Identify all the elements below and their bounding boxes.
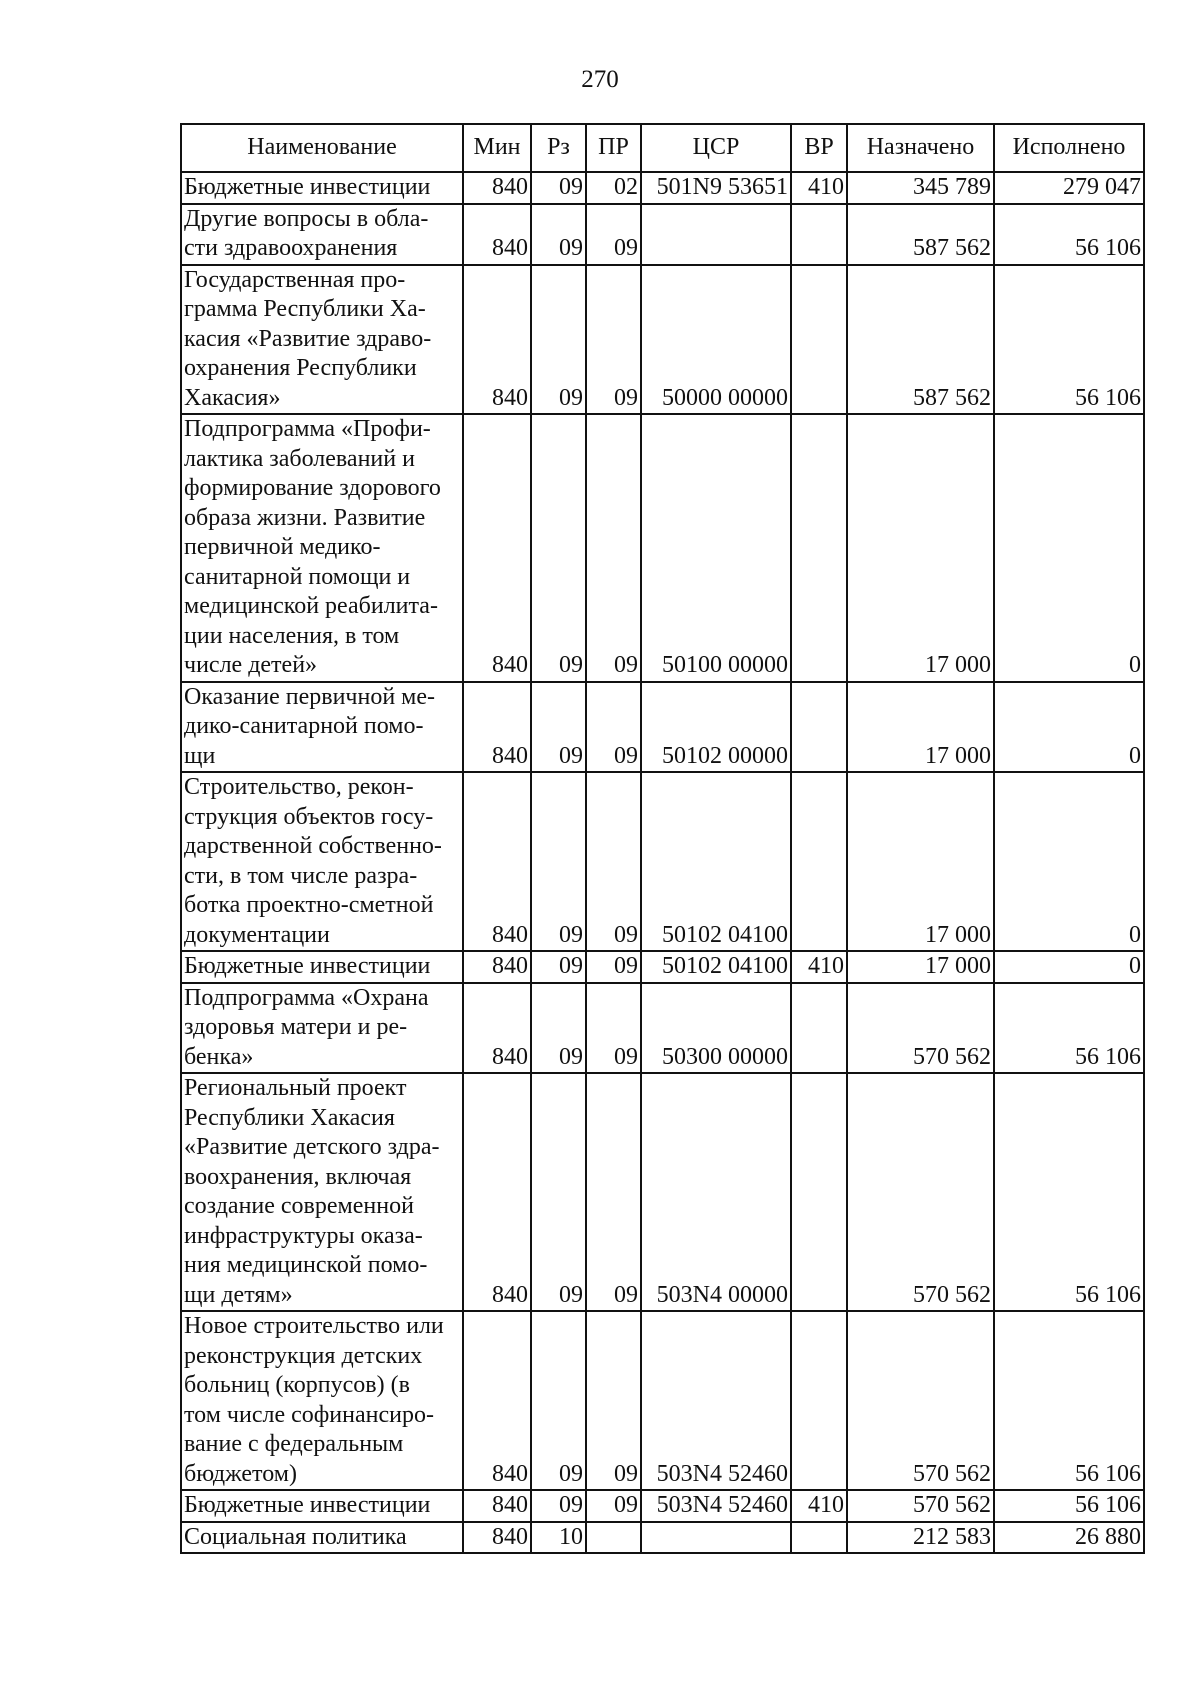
budget-table (180, 123, 1145, 1554)
cell-pr (586, 1522, 641, 1554)
cell-csr: 503N4 00000 (641, 1073, 791, 1311)
cell-name-line: образа жизни. Развитие (184, 504, 426, 531)
table-row (181, 1073, 1144, 1311)
cell-pr: 09 (586, 414, 641, 682)
cell-name-line: санитарной помощи и (184, 563, 411, 590)
cell-name-line: Новое строительство или (184, 1313, 444, 1339)
table-row (181, 772, 1144, 951)
cell-name-line: здоровья матери и ре- (184, 1014, 408, 1040)
table-row (181, 172, 1144, 204)
cell-rz: 10 (531, 1522, 586, 1554)
cell-csr: 503N4 52460 (641, 1311, 791, 1490)
cell-min: 840 (463, 1490, 531, 1522)
cell-name-line: документации (184, 921, 330, 948)
cell-min: 840 (463, 772, 531, 951)
cell-assigned: 570 562 (847, 1311, 994, 1490)
cell-executed: 56 106 (994, 983, 1144, 1074)
cell-csr: 50102 04100 (641, 772, 791, 951)
cell-name-line: ботка проектно-сметной (184, 892, 434, 918)
cell-vr: 410 (791, 951, 847, 983)
cell-pr: 09 (586, 772, 641, 951)
cell-min: 840 (463, 172, 531, 204)
cell-name-line: числе детей» (184, 652, 318, 678)
cell-assigned: 17 000 (847, 951, 994, 983)
header-executed: Исполнено (994, 124, 1144, 172)
cell-executed: 56 106 (994, 1311, 1144, 1490)
cell-csr: 501N9 53651 (641, 172, 791, 204)
cell-rz: 09 (531, 204, 586, 265)
cell-assigned: 587 562 (847, 204, 994, 265)
cell-name-line: ния медицинской помо- (184, 1252, 428, 1278)
cell-rz: 09 (531, 1073, 586, 1311)
cell-pr: 02 (586, 172, 641, 204)
cell-assigned: 570 562 (847, 1490, 994, 1522)
cell-name-line: дарственной собственно- (184, 833, 442, 859)
cell-name-line: охранения Республики (184, 355, 417, 381)
header-assigned: Назначено (847, 124, 994, 172)
cell-vr (791, 772, 847, 951)
cell-name-line: грамма Республики Ха- (184, 296, 426, 322)
cell-min: 840 (463, 682, 531, 773)
cell-assigned: 587 562 (847, 265, 994, 415)
table-row (181, 682, 1144, 773)
cell-assigned: 570 562 (847, 1073, 994, 1311)
cell-pr: 09 (586, 682, 641, 773)
table-body (181, 172, 1144, 1553)
cell-rz: 09 (531, 682, 586, 773)
cell-rz: 09 (531, 1311, 586, 1490)
cell-assigned: 345 789 (847, 172, 994, 204)
table-row (181, 951, 1144, 983)
header-name: Наименование (181, 124, 463, 172)
cell-name-line: ции населения, в том (184, 622, 400, 649)
cell-min: 840 (463, 1311, 531, 1490)
cell-min: 840 (463, 1073, 531, 1311)
cell-name-line: Республики Хакасия (184, 1104, 395, 1131)
cell-name-line: Региональный проект (184, 1075, 407, 1101)
table-header-row (181, 124, 1144, 172)
cell-name (181, 1311, 463, 1490)
cell-name-line: Государственная про- (184, 266, 406, 293)
cell-executed: 279 047 (994, 172, 1144, 204)
cell-assigned: 17 000 (847, 682, 994, 773)
cell-executed: 56 106 (994, 265, 1144, 415)
cell-vr (791, 1311, 847, 1490)
table-row (181, 1311, 1144, 1490)
cell-vr: 410 (791, 1490, 847, 1522)
header-pr: ПР (586, 124, 641, 172)
cell-vr (791, 1522, 847, 1554)
cell-name-line: сти здравоохранения (184, 235, 398, 261)
cell-name-line: Подпрограмма «Охрана (184, 984, 429, 1011)
cell-csr: 50100 00000 (641, 414, 791, 682)
cell-name-line: бенка» (184, 1043, 254, 1070)
table-row (181, 414, 1144, 682)
cell-name (181, 1522, 463, 1554)
cell-executed: 56 106 (994, 1073, 1144, 1311)
header-rz: Рз (531, 124, 586, 172)
cell-min: 840 (463, 414, 531, 682)
cell-rz: 09 (531, 265, 586, 415)
cell-name-line: вание с федеральным (184, 1431, 404, 1457)
cell-vr (791, 265, 847, 415)
cell-name-line: реконструкция детских (184, 1342, 423, 1369)
cell-pr: 09 (586, 1490, 641, 1522)
cell-name-line: медицинской реабилита- (184, 593, 438, 619)
cell-pr: 09 (586, 983, 641, 1074)
cell-min: 840 (463, 983, 531, 1074)
page-number: 270 (581, 66, 619, 93)
cell-name-line: щи (184, 742, 216, 769)
cell-executed: 56 106 (994, 1490, 1144, 1522)
table-row (181, 204, 1144, 265)
cell-executed: 26 880 (994, 1522, 1144, 1554)
cell-name (181, 772, 463, 951)
cell-assigned: 570 562 (847, 983, 994, 1074)
cell-csr (641, 204, 791, 265)
cell-name-line: касия «Развитие здраво- (184, 325, 432, 352)
table-row (181, 1522, 1144, 1554)
cell-pr: 09 (586, 204, 641, 265)
cell-name-line: Социальная политика (184, 1523, 407, 1550)
cell-assigned: 17 000 (847, 772, 994, 951)
cell-name (181, 1490, 463, 1522)
cell-rz: 09 (531, 172, 586, 204)
cell-vr (791, 414, 847, 682)
cell-min: 840 (463, 1522, 531, 1554)
cell-csr: 50102 04100 (641, 951, 791, 983)
cell-pr: 09 (586, 1073, 641, 1311)
cell-name-line: том числе софинансиро- (184, 1401, 434, 1428)
cell-name (181, 172, 463, 204)
cell-name (181, 414, 463, 682)
cell-min: 840 (463, 265, 531, 415)
cell-name-line: бюджетом) (184, 1460, 297, 1487)
cell-executed: 0 (994, 951, 1144, 983)
cell-name (181, 1073, 463, 1311)
cell-name-line: Бюджетные инвестиции (184, 1492, 431, 1518)
cell-csr (641, 1522, 791, 1554)
cell-rz: 09 (531, 772, 586, 951)
table-row (181, 983, 1144, 1074)
cell-name-line: Бюджетные инвестиции (184, 174, 431, 200)
table-row (181, 265, 1144, 415)
cell-vr: 410 (791, 172, 847, 204)
cell-name-line: «Развитие детского здра- (184, 1134, 440, 1160)
cell-name-line: первичной медико- (184, 534, 381, 560)
cell-rz: 09 (531, 1490, 586, 1522)
cell-vr (791, 983, 847, 1074)
cell-pr: 09 (586, 265, 641, 415)
cell-pr: 09 (586, 1311, 641, 1490)
header-min: Мин (463, 124, 531, 172)
cell-name (181, 265, 463, 415)
cell-executed: 0 (994, 682, 1144, 773)
cell-rz: 09 (531, 414, 586, 682)
cell-name-line: дико-санитарной помо- (184, 713, 424, 739)
cell-name (181, 682, 463, 773)
cell-csr: 50300 00000 (641, 983, 791, 1074)
cell-name-line: формирование здорового (184, 475, 441, 501)
cell-executed: 0 (994, 414, 1144, 682)
cell-vr (791, 682, 847, 773)
cell-name (181, 204, 463, 265)
cell-name-line: Хакасия» (184, 384, 281, 411)
cell-name-line: Бюджетные инвестиции (184, 953, 431, 979)
cell-name-line: Другие вопросы в обла- (184, 205, 429, 232)
cell-executed: 0 (994, 772, 1144, 951)
cell-name-line: больниц (корпусов) (в (184, 1372, 410, 1398)
cell-name-line: сти, в том числе разра- (184, 862, 418, 889)
cell-csr: 50102 00000 (641, 682, 791, 773)
header-vr: ВР (791, 124, 847, 172)
cell-csr: 503N4 52460 (641, 1490, 791, 1522)
cell-rz: 09 (531, 951, 586, 983)
table-row (181, 1490, 1144, 1522)
cell-name-line: Оказание первичной ме- (184, 683, 436, 710)
cell-rz: 09 (531, 983, 586, 1074)
cell-name-line: инфраструктуры оказа- (184, 1222, 423, 1249)
cell-vr (791, 204, 847, 265)
cell-name-line: струкция объектов госу- (184, 803, 434, 830)
cell-pr: 09 (586, 951, 641, 983)
cell-name-line: Подпрограмма «Профи- (184, 416, 431, 442)
cell-name-line: воохранения, включая (184, 1163, 412, 1190)
cell-min: 840 (463, 951, 531, 983)
cell-executed: 56 106 (994, 204, 1144, 265)
cell-name-line: лактика заболеваний и (184, 445, 415, 472)
cell-min: 840 (463, 204, 531, 265)
cell-name-line: щи детям» (184, 1281, 293, 1308)
cell-assigned: 212 583 (847, 1522, 994, 1554)
cell-assigned: 17 000 (847, 414, 994, 682)
cell-vr (791, 1073, 847, 1311)
cell-name (181, 951, 463, 983)
cell-csr: 50000 00000 (641, 265, 791, 415)
cell-name (181, 983, 463, 1074)
header-csr: ЦСР (641, 124, 791, 172)
cell-name-line: Строительство, рекон- (184, 774, 414, 800)
cell-name-line: создание современной (184, 1193, 414, 1219)
